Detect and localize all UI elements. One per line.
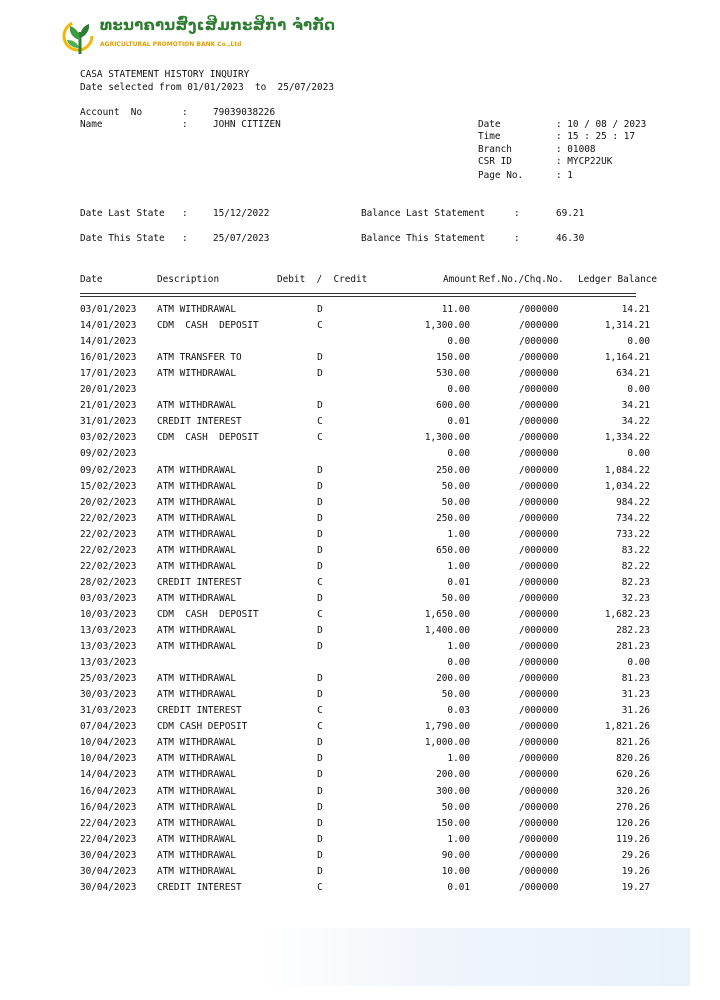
row-debit-credit: C bbox=[317, 320, 323, 332]
date-range: Date selected from 01/01/2023 to 25/07/2023 bbox=[80, 82, 334, 93]
table-row bbox=[0, 334, 720, 350]
meta-csr-value: : MYCP22UK bbox=[556, 156, 613, 167]
row-date: 30/04/2023 bbox=[80, 849, 137, 861]
row-description: ATM WITHDRAWAL bbox=[157, 368, 237, 380]
row-debit-credit: C bbox=[317, 432, 323, 444]
row-description: ATM WITHDRAWAL bbox=[157, 625, 237, 636]
row-ref: /000000 bbox=[519, 352, 559, 364]
row-ref: /000000 bbox=[519, 448, 559, 460]
col-header-ref: Ref.No./Chq.No. bbox=[479, 274, 564, 285]
row-description: CREDIT INTEREST bbox=[157, 416, 242, 428]
table-row bbox=[0, 527, 720, 543]
col-header-debit-credit: Debit / Credit bbox=[277, 274, 368, 285]
row-date: 22/04/2023 bbox=[80, 833, 137, 845]
row-debit-credit: D bbox=[317, 753, 323, 765]
row-balance: 1,334.22 bbox=[604, 432, 650, 444]
row-ref: /000000 bbox=[519, 512, 559, 524]
row-amount: 1.00 bbox=[447, 833, 470, 845]
row-date: 31/01/2023 bbox=[80, 416, 137, 428]
row-amount: 1,790.00 bbox=[424, 721, 470, 733]
bank-logo bbox=[62, 14, 336, 58]
row-amount: 250.00 bbox=[436, 464, 470, 476]
row-description: ATM WITHDRAWAL bbox=[157, 817, 237, 829]
table-row bbox=[0, 751, 720, 767]
row-balance: 0.00 bbox=[627, 657, 650, 669]
row-amount: 1,650.00 bbox=[424, 608, 470, 620]
row-date: 21/01/2023 bbox=[80, 400, 137, 412]
row-description: ATM WITHDRAWAL bbox=[157, 560, 237, 572]
table-row bbox=[0, 864, 720, 880]
row-debit-credit: D bbox=[317, 769, 323, 781]
row-debit-credit: D bbox=[317, 641, 323, 653]
row-amount: 1,000.00 bbox=[424, 737, 470, 749]
row-date: 30/04/2023 bbox=[80, 881, 137, 893]
row-date: 15/02/2023 bbox=[80, 480, 137, 492]
row-ref: /000000 bbox=[519, 544, 559, 556]
row-ref: /000000 bbox=[519, 833, 559, 845]
row-balance: 1,084.22 bbox=[604, 464, 650, 476]
row-description: ATM WITHDRAWAL bbox=[157, 400, 237, 412]
row-date: 10/04/2023 bbox=[80, 753, 137, 765]
row-amount: 1.00 bbox=[447, 528, 470, 540]
row-ref: /000000 bbox=[519, 641, 559, 653]
row-debit-credit: D bbox=[317, 480, 323, 492]
row-ref: /000000 bbox=[519, 753, 559, 765]
row-ref: /000000 bbox=[519, 785, 559, 797]
col-header-balance: Ledger Balance bbox=[578, 274, 658, 285]
row-amount: 50.00 bbox=[441, 496, 470, 508]
row-ref: /000000 bbox=[519, 673, 559, 685]
row-date: 14/01/2023 bbox=[80, 336, 137, 348]
balance-last-label: Balance Last Statement bbox=[361, 208, 486, 219]
row-description: CREDIT INTEREST bbox=[157, 881, 242, 893]
row-debit-credit: D bbox=[317, 496, 323, 508]
row-description: ATM WITHDRAWAL bbox=[157, 544, 237, 556]
row-description: ATM WITHDRAWAL bbox=[157, 512, 237, 524]
row-debit-credit: C bbox=[317, 881, 323, 893]
table-row bbox=[0, 575, 720, 591]
row-date: 09/02/2023 bbox=[80, 448, 137, 460]
row-amount: 1.00 bbox=[447, 753, 470, 765]
row-amount: 1,300.00 bbox=[424, 432, 470, 444]
row-date: 09/02/2023 bbox=[80, 464, 137, 476]
row-ref: /000000 bbox=[519, 769, 559, 781]
header-divider-2 bbox=[80, 296, 636, 297]
row-amount: 1.00 bbox=[447, 560, 470, 572]
row-description: ATM WITHDRAWAL bbox=[157, 592, 237, 604]
row-description: ATM WITHDRAWAL bbox=[157, 753, 237, 765]
row-amount: 50.00 bbox=[441, 801, 470, 813]
row-ref: /000000 bbox=[519, 865, 559, 877]
row-date: 28/02/2023 bbox=[80, 576, 137, 588]
meta-date-value: : 10 / 08 / 2023 bbox=[556, 119, 647, 130]
row-balance: 733.22 bbox=[616, 528, 650, 540]
row-balance: 82.23 bbox=[621, 576, 650, 588]
row-date: 03/03/2023 bbox=[80, 592, 137, 604]
row-debit-credit: D bbox=[317, 592, 323, 604]
meta-page-value: : 1 bbox=[556, 170, 573, 181]
row-date: 20/02/2023 bbox=[80, 496, 137, 508]
row-balance: 820.26 bbox=[616, 753, 650, 765]
row-debit-credit: D bbox=[317, 785, 323, 797]
row-debit-credit: D bbox=[317, 544, 323, 556]
row-amount: 150.00 bbox=[436, 817, 470, 829]
row-description: ATM WITHDRAWAL bbox=[157, 801, 237, 813]
row-balance: 32.23 bbox=[621, 592, 650, 604]
row-date: 22/02/2023 bbox=[80, 512, 137, 524]
row-debit-credit: C bbox=[317, 608, 323, 620]
this-state-sep: : bbox=[182, 233, 188, 244]
table-row bbox=[0, 735, 720, 751]
last-state-sep: : bbox=[182, 208, 188, 219]
row-debit-credit: D bbox=[317, 512, 323, 524]
table-row bbox=[0, 800, 720, 816]
row-balance: 1,314.21 bbox=[604, 320, 650, 332]
row-debit-credit: D bbox=[317, 400, 323, 412]
row-debit-credit: D bbox=[317, 528, 323, 540]
row-date: 17/01/2023 bbox=[80, 368, 137, 380]
table-row bbox=[0, 414, 720, 430]
row-description: ATM WITHDRAWAL bbox=[157, 833, 237, 845]
row-date: 14/04/2023 bbox=[80, 769, 137, 781]
header-divider bbox=[80, 293, 636, 294]
row-amount: 150.00 bbox=[436, 352, 470, 364]
row-balance: 31.26 bbox=[621, 705, 650, 717]
row-debit-credit: D bbox=[317, 673, 323, 685]
table-row bbox=[0, 559, 720, 575]
row-ref: /000000 bbox=[519, 464, 559, 476]
row-balance: 31.23 bbox=[621, 689, 650, 701]
row-ref: /000000 bbox=[519, 737, 559, 749]
row-ref: /000000 bbox=[519, 560, 559, 572]
meta-branch-label: Branch bbox=[478, 144, 512, 155]
meta-time-label: Time bbox=[478, 131, 501, 142]
row-debit-credit: D bbox=[317, 464, 323, 476]
row-ref: /000000 bbox=[519, 721, 559, 733]
balance-this-value: 46.30 bbox=[556, 233, 585, 244]
meta-csr-label: CSR ID bbox=[478, 156, 512, 167]
table-row bbox=[0, 880, 720, 896]
row-debit-credit: C bbox=[317, 576, 323, 588]
meta-branch-value: : 01008 bbox=[556, 144, 596, 155]
row-debit-credit: D bbox=[317, 304, 323, 315]
row-date: 22/02/2023 bbox=[80, 560, 137, 572]
row-balance: 1,164.21 bbox=[604, 352, 650, 364]
row-ref: /000000 bbox=[519, 705, 559, 717]
row-ref: /000000 bbox=[519, 320, 559, 332]
row-amount: 650.00 bbox=[436, 544, 470, 556]
bank-name-lao: ທະນາຄານສົ່ງເສີມກະສິກຳ ຈຳກັດ bbox=[100, 16, 336, 34]
row-amount: 200.00 bbox=[436, 769, 470, 781]
row-ref: /000000 bbox=[519, 849, 559, 861]
row-ref: /000000 bbox=[519, 657, 559, 669]
row-amount: 1,300.00 bbox=[424, 320, 470, 332]
row-balance: 29.26 bbox=[621, 849, 650, 861]
row-ref: /000000 bbox=[519, 608, 559, 620]
row-date: 30/03/2023 bbox=[80, 689, 137, 701]
row-description: ATM WITHDRAWAL bbox=[157, 496, 237, 508]
row-debit-credit: D bbox=[317, 849, 323, 861]
table-row bbox=[0, 671, 720, 687]
row-balance: 270.26 bbox=[616, 801, 650, 813]
row-date: 16/04/2023 bbox=[80, 785, 137, 797]
row-balance: 320.26 bbox=[616, 785, 650, 797]
this-state-value: 25/07/2023 bbox=[213, 233, 270, 244]
bank-name-en: AGRICULTURAL PROMOTION BANK Co.,Ltd bbox=[100, 41, 242, 48]
row-debit-credit: D bbox=[317, 865, 323, 877]
row-debit-credit: D bbox=[317, 817, 323, 829]
row-balance: 81.23 bbox=[621, 673, 650, 685]
row-amount: 1,400.00 bbox=[424, 625, 470, 636]
row-ref: /000000 bbox=[519, 400, 559, 412]
row-date: 07/04/2023 bbox=[80, 721, 137, 733]
row-description: CDM CASH DEPOSIT bbox=[157, 721, 248, 733]
row-ref: /000000 bbox=[519, 336, 559, 348]
row-amount: 0.00 bbox=[447, 657, 470, 669]
row-balance: 0.00 bbox=[627, 448, 650, 460]
row-date: 16/01/2023 bbox=[80, 352, 137, 364]
row-balance: 0.00 bbox=[627, 336, 650, 348]
rice-plant-icon bbox=[62, 14, 98, 58]
row-balance: 119.26 bbox=[616, 833, 650, 845]
table-row bbox=[0, 302, 720, 318]
col-header-description: Description bbox=[157, 274, 220, 285]
row-amount: 0.01 bbox=[447, 416, 470, 428]
row-debit-credit: D bbox=[317, 352, 323, 364]
row-balance: 984.22 bbox=[616, 496, 650, 508]
row-ref: /000000 bbox=[519, 576, 559, 588]
row-ref: /000000 bbox=[519, 384, 559, 396]
table-row bbox=[0, 623, 720, 639]
row-amount: 1.00 bbox=[447, 641, 470, 653]
table-row bbox=[0, 655, 720, 671]
row-balance: 1,034.22 bbox=[604, 480, 650, 492]
row-description: ATM WITHDRAWAL bbox=[157, 849, 237, 861]
row-balance: 734.22 bbox=[616, 512, 650, 524]
row-description: ATM WITHDRAWAL bbox=[157, 689, 237, 701]
row-date: 31/03/2023 bbox=[80, 705, 137, 717]
row-amount: 0.03 bbox=[447, 705, 470, 717]
table-row bbox=[0, 703, 720, 719]
table-row bbox=[0, 430, 720, 446]
col-header-amount: Amount bbox=[443, 274, 477, 285]
row-debit-credit: C bbox=[317, 416, 323, 428]
row-balance: 0.00 bbox=[627, 384, 650, 396]
row-description: ATM WITHDRAWAL bbox=[157, 304, 237, 315]
row-ref: /000000 bbox=[519, 881, 559, 893]
row-description: ATM WITHDRAWAL bbox=[157, 480, 237, 492]
row-balance: 1,682.23 bbox=[604, 608, 650, 620]
row-ref: /000000 bbox=[519, 368, 559, 380]
row-amount: 300.00 bbox=[436, 785, 470, 797]
table-row bbox=[0, 639, 720, 655]
table-row bbox=[0, 719, 720, 735]
balance-this-label: Balance This Statement bbox=[361, 233, 486, 244]
meta-time-value: : 15 : 25 : 17 bbox=[556, 131, 636, 142]
row-debit-credit: D bbox=[317, 625, 323, 636]
row-date: 13/03/2023 bbox=[80, 641, 137, 653]
row-description: CDM CASH DEPOSIT bbox=[157, 320, 259, 332]
table-row bbox=[0, 350, 720, 366]
row-description: CDM CASH DEPOSIT bbox=[157, 432, 259, 444]
row-date: 13/03/2023 bbox=[80, 657, 137, 669]
row-balance: 281.23 bbox=[616, 641, 650, 653]
row-amount: 0.01 bbox=[447, 881, 470, 893]
row-date: 03/02/2023 bbox=[80, 432, 137, 444]
row-amount: 0.01 bbox=[447, 576, 470, 588]
row-balance: 82.22 bbox=[621, 560, 650, 572]
table-row bbox=[0, 382, 720, 398]
row-date: 22/02/2023 bbox=[80, 528, 137, 540]
row-description: ATM WITHDRAWAL bbox=[157, 737, 237, 749]
row-description: CREDIT INTEREST bbox=[157, 576, 242, 588]
name-sep: : bbox=[182, 119, 188, 130]
table-row bbox=[0, 495, 720, 511]
row-balance: 620.26 bbox=[616, 769, 650, 781]
row-amount: 50.00 bbox=[441, 689, 470, 701]
row-amount: 0.00 bbox=[447, 384, 470, 396]
row-ref: /000000 bbox=[519, 817, 559, 829]
table-row bbox=[0, 816, 720, 832]
balance-this-sep: : bbox=[514, 233, 520, 244]
table-row bbox=[0, 767, 720, 783]
last-state-value: 15/12/2022 bbox=[213, 208, 270, 219]
row-amount: 50.00 bbox=[441, 480, 470, 492]
row-amount: 0.00 bbox=[447, 336, 470, 348]
this-state-label: Date This State bbox=[80, 233, 165, 244]
table-row bbox=[0, 463, 720, 479]
row-debit-credit: D bbox=[317, 689, 323, 701]
row-balance: 821.26 bbox=[616, 737, 650, 749]
row-description: CREDIT INTEREST bbox=[157, 705, 242, 717]
row-date: 10/03/2023 bbox=[80, 608, 137, 620]
row-debit-credit: D bbox=[317, 560, 323, 572]
row-debit-credit: D bbox=[317, 368, 323, 380]
row-amount: 0.00 bbox=[447, 448, 470, 460]
row-balance: 1,821.26 bbox=[604, 721, 650, 733]
row-amount: 10.00 bbox=[441, 865, 470, 877]
row-description: CDM CASH DEPOSIT bbox=[157, 608, 259, 620]
row-amount: 600.00 bbox=[436, 400, 470, 412]
report-title: CASA STATEMENT HISTORY INQUIRY bbox=[80, 69, 250, 80]
row-ref: /000000 bbox=[519, 432, 559, 444]
row-amount: 11.00 bbox=[441, 304, 470, 315]
row-debit-credit: C bbox=[317, 705, 323, 717]
table-row bbox=[0, 479, 720, 495]
row-date: 30/04/2023 bbox=[80, 865, 137, 877]
balance-last-sep: : bbox=[514, 208, 520, 219]
row-debit-credit: D bbox=[317, 833, 323, 845]
table-row bbox=[0, 832, 720, 848]
row-date: 13/03/2023 bbox=[80, 625, 137, 636]
table-row bbox=[0, 543, 720, 559]
meta-page-label: Page No. bbox=[478, 170, 524, 181]
row-balance: 282.23 bbox=[616, 625, 650, 636]
row-balance: 34.22 bbox=[621, 416, 650, 428]
table-row bbox=[0, 848, 720, 864]
table-row bbox=[0, 446, 720, 462]
name-value: JOHN CITIZEN bbox=[213, 119, 281, 130]
row-description: ATM WITHDRAWAL bbox=[157, 464, 237, 476]
table-row bbox=[0, 398, 720, 414]
row-balance: 120.26 bbox=[616, 817, 650, 829]
row-description: ATM WITHDRAWAL bbox=[157, 865, 237, 877]
row-date: 16/04/2023 bbox=[80, 801, 137, 813]
name-label: Name bbox=[80, 119, 103, 130]
row-description: ATM WITHDRAWAL bbox=[157, 641, 237, 653]
row-balance: 14.21 bbox=[621, 304, 650, 315]
row-ref: /000000 bbox=[519, 592, 559, 604]
table-row bbox=[0, 591, 720, 607]
row-ref: /000000 bbox=[519, 480, 559, 492]
row-date: 14/01/2023 bbox=[80, 320, 137, 332]
row-debit-credit: D bbox=[317, 801, 323, 813]
account-no-value: 79039038226 bbox=[213, 107, 276, 118]
account-no-label: Account No bbox=[80, 107, 143, 118]
row-ref: /000000 bbox=[519, 689, 559, 701]
last-state-label: Date Last State bbox=[80, 208, 165, 219]
row-debit-credit: C bbox=[317, 721, 323, 733]
row-date: 25/03/2023 bbox=[80, 673, 137, 685]
table-row bbox=[0, 784, 720, 800]
scan-artifact bbox=[262, 928, 690, 986]
row-date: 22/02/2023 bbox=[80, 544, 137, 556]
table-row bbox=[0, 366, 720, 382]
row-balance: 19.26 bbox=[621, 865, 650, 877]
row-amount: 200.00 bbox=[436, 673, 470, 685]
meta-date-label: Date bbox=[478, 119, 501, 130]
table-row bbox=[0, 687, 720, 703]
row-ref: /000000 bbox=[519, 416, 559, 428]
row-ref: /000000 bbox=[519, 625, 559, 636]
row-balance: 634.21 bbox=[616, 368, 650, 380]
row-amount: 530.00 bbox=[436, 368, 470, 380]
row-description: ATM WITHDRAWAL bbox=[157, 673, 237, 685]
row-date: 22/04/2023 bbox=[80, 817, 137, 829]
table-row bbox=[0, 318, 720, 334]
row-description: ATM WITHDRAWAL bbox=[157, 528, 237, 540]
table-row bbox=[0, 607, 720, 623]
row-ref: /000000 bbox=[519, 496, 559, 508]
row-description: ATM WITHDRAWAL bbox=[157, 769, 237, 781]
row-ref: /000000 bbox=[519, 801, 559, 813]
row-date: 10/04/2023 bbox=[80, 737, 137, 749]
row-amount: 50.00 bbox=[441, 592, 470, 604]
account-no-sep: : bbox=[182, 107, 188, 118]
row-ref: /000000 bbox=[519, 304, 559, 315]
row-ref: /000000 bbox=[519, 528, 559, 540]
row-debit-credit: D bbox=[317, 737, 323, 749]
row-balance: 34.21 bbox=[621, 400, 650, 412]
row-amount: 250.00 bbox=[436, 512, 470, 524]
row-description: ATM WITHDRAWAL bbox=[157, 785, 237, 797]
balance-last-value: 69.21 bbox=[556, 208, 585, 219]
row-balance: 83.22 bbox=[621, 544, 650, 556]
row-balance: 19.27 bbox=[621, 881, 650, 893]
row-date: 03/01/2023 bbox=[80, 304, 137, 315]
row-date: 20/01/2023 bbox=[80, 384, 137, 396]
row-description: ATM TRANSFER TO bbox=[157, 352, 242, 364]
row-amount: 90.00 bbox=[441, 849, 470, 861]
col-header-date: Date bbox=[80, 274, 103, 285]
table-row bbox=[0, 511, 720, 527]
